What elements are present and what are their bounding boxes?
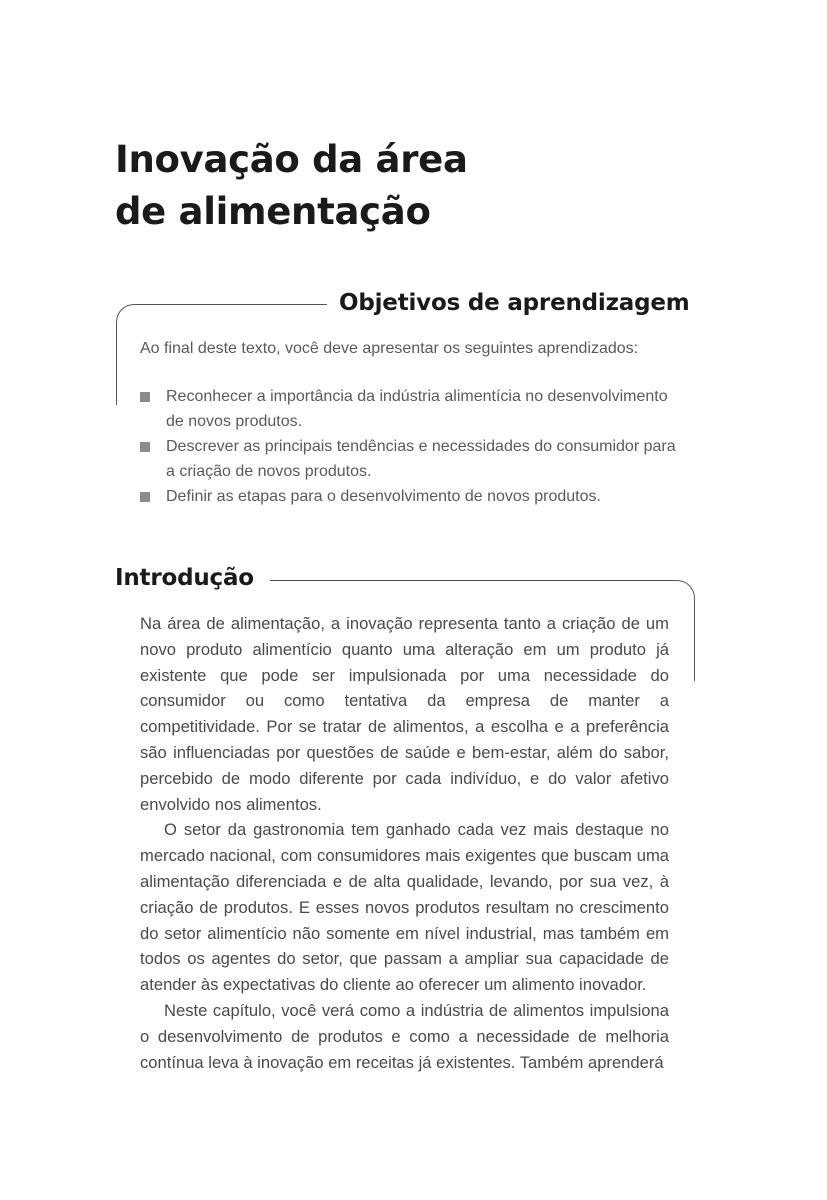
paragraph: Na área de alimentação, a inovação representa tanto a criação de um novo produto alimentício quanto uma alteração em um produto já existente que pode ser impulsionada por uma necessidade do consumidor ou como tentativa da empresa de manter a competitividade. Por se tratar de alimentos, a escolha e a preferência são influenciadas por questões de saúde e bem-estar, além do sabor, percebido de modo diferente por cada indivíduo, e do valor afetivo envolvido nos alimentos. — [140, 614, 669, 814]
introduction-body — [140, 611, 669, 1075]
chapter-title — [115, 134, 715, 238]
square-bullet-icon — [140, 392, 150, 402]
paragraph: O setor da gastronomia tem ganhado cada vez mais destaque no mercado nacional, com consumidores mais exigentes que buscam uma alimentação diferenciada e de alta qualidade, levando, por sua vez, à criação de produtos. E esses novos produtos resultam no crescimento do setor alimentício não somente em nível industrial, mas também em todos os agentes do setor, que passam a ampliar sua capacidade de atender às expectativas do cliente ao oferecer um alimento inovador. — [140, 820, 669, 995]
list-item — [140, 484, 680, 509]
objective-text: Definir as etapas para o desenvolvimento de novos produtos. — [166, 488, 601, 505]
list-item — [140, 434, 680, 484]
objectives-list — [140, 384, 680, 509]
paragraph: Neste capítulo, você verá como a indústria de alimentos impulsiona o desenvolvimento de produtos e como a necessidade de melhoria contínua leva à inovação em receitas já existentes. Também aprenderá — [140, 1000, 669, 1072]
square-bullet-icon — [140, 492, 150, 502]
square-bullet-icon — [140, 442, 150, 452]
objectives-intro: Ao final deste texto, você deve apresentar os seguintes aprendizados: — [140, 340, 639, 357]
chapter-title-line-1: Inovação da área — [115, 138, 468, 181]
objective-text: Reconhecer a importância da indústria alimentícia no desenvolvimento de novos produtos. — [166, 388, 668, 430]
introduction-heading: Introdução — [115, 565, 254, 591]
objective-text: Descrever as principais tendências e necessidades do consumidor para a criação de novos produtos. — [166, 438, 676, 480]
objectives-heading: Objetivos de aprendizagem — [339, 290, 690, 316]
chapter-title-line-2: de alimentação — [115, 190, 431, 233]
list-item — [140, 384, 680, 434]
